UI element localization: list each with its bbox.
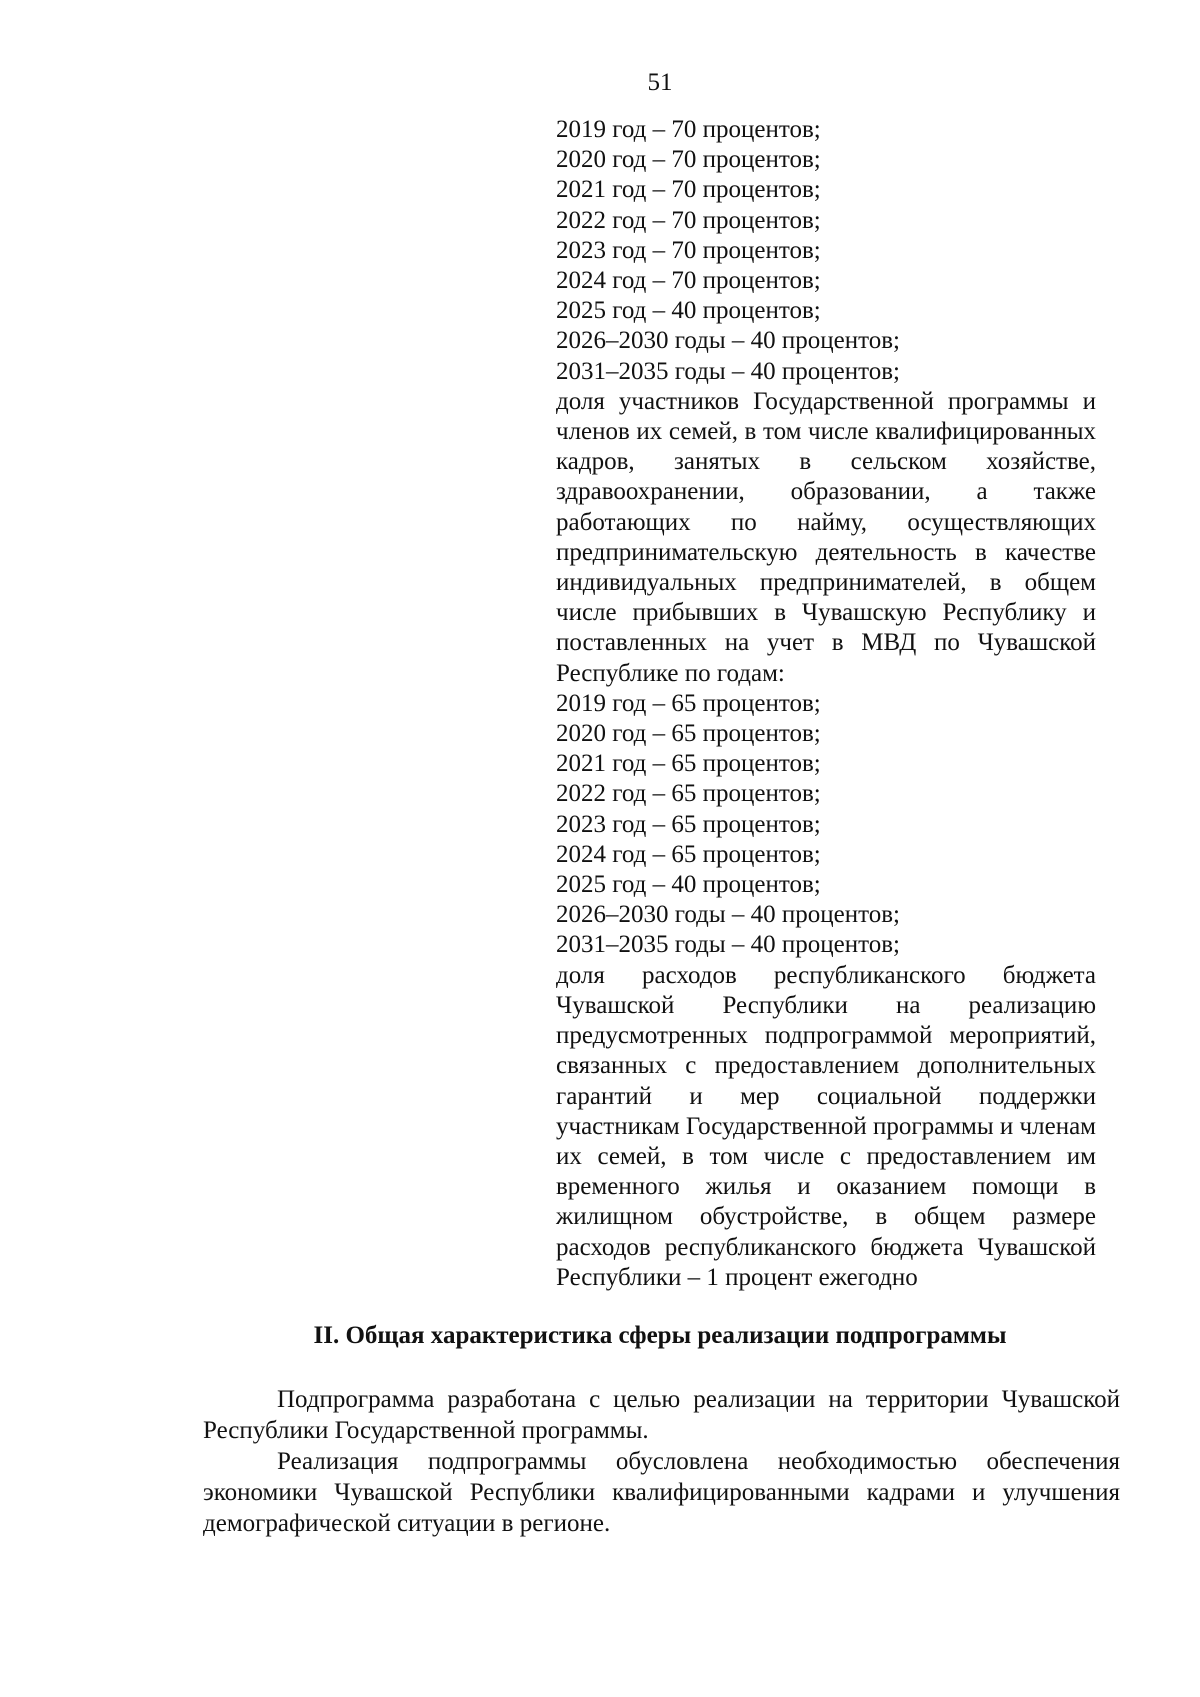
page-number: 51 (647, 69, 673, 96)
year-value-line: 2021 год – 65 процентов; (556, 750, 821, 778)
body-paragraph: Реализация подпрограммы обусловлена необходимостью обеспечения экономики Чувашской Республики квалифицированными кадрами и улучшения демографической ситуации в регионе. (203, 1448, 1120, 1537)
year-value-line: 2019 год – 70 процентов; (556, 116, 821, 143)
year-value-line: 2022 год – 65 процентов; (556, 780, 821, 808)
year-value-line: 2025 год – 40 процентов; (556, 297, 821, 325)
year-value-line: 2021 год – 70 процентов; (556, 176, 821, 204)
year-value-line: 2020 год – 70 процентов; (556, 146, 821, 174)
year-value-line: 2023 год – 70 процентов; (556, 236, 821, 264)
indicator-expenses-share: доля расходов республиканского бюджета Чувашской Республики на реализацию предусмотренных подпрограммой мероприятий, связанных с предоставлением дополнительных гарантий и мер социальной поддержки участникам Государственной программы и членам их семей, в том числе с предоставлением им временного жилья и оказанием помощи в жилищном обустройстве, в общем размере расходов республиканского бюджета Чувашской Республики – 1 процент ежегодно (556, 961, 1096, 1291)
year-value-line: 2026–2030 годы – 40 процентов; (556, 901, 901, 929)
year-value-line: 2024 год – 65 процентов; (556, 840, 821, 868)
section-body (203, 1384, 1120, 1539)
indicator-participants-share: доля участников Государственной программы и членов их семей, в том числе квалифицированных кадров, занятых в сельском хозяйстве, здравоохранении, образовании, а также работающих по найму, осуществляющих предпринимательскую деятельность в качестве индивидуальных предпринимателей, в общем числе прибывших в Чувашскую Республику и поставленных на учет в МВД по Чувашской Республике по годам: (556, 387, 1096, 687)
year-value-line: 2026–2030 годы – 40 процентов; (556, 327, 901, 355)
year-value-line: 2020 год – 65 процентов; (556, 720, 821, 748)
year-value-line: 2025 год – 40 процентов; (556, 871, 821, 899)
year-value-line: 2019 год – 65 процентов; (556, 689, 821, 717)
indicators-column (556, 115, 1096, 1293)
year-value-line: 2024 год – 70 процентов; (556, 267, 821, 295)
section-heading: II. Общая характеристика сферы реализации подпрограммы (313, 1322, 1007, 1349)
body-paragraph: Подпрограмма разработана с целью реализации на территории Чувашской Республики Государственной программы. (203, 1386, 1120, 1444)
year-value-line: 2022 год – 70 процентов; (556, 206, 821, 234)
year-value-line: 2031–2035 годы – 40 процентов; (556, 357, 901, 385)
year-value-line: 2031–2035 годы – 40 процентов; (556, 931, 901, 959)
year-value-line: 2023 год – 65 процентов; (556, 810, 821, 838)
